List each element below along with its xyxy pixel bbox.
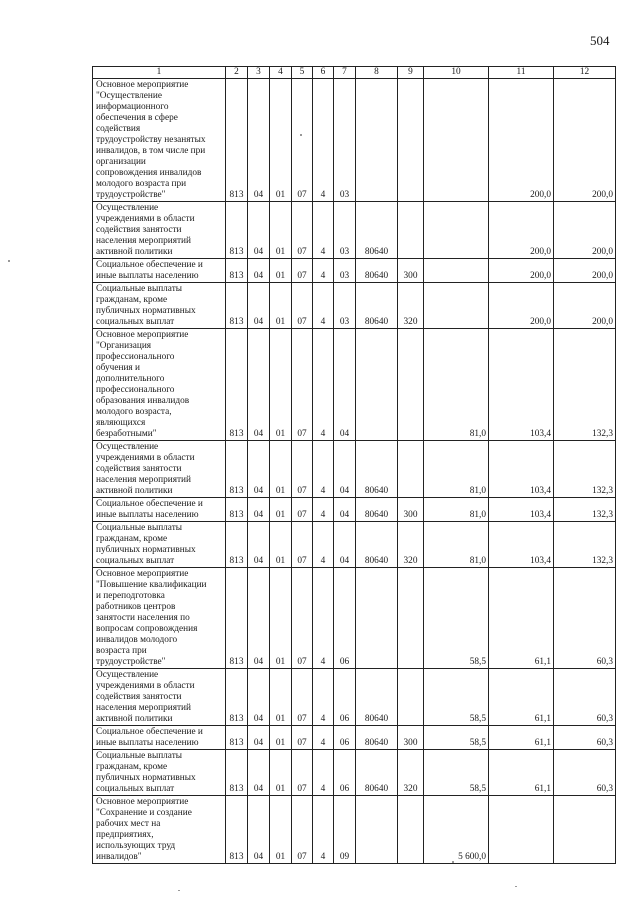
cell-col-2: 813 [226, 79, 248, 202]
cell-col-4: 01 [270, 568, 292, 669]
cell-col-12 [554, 796, 616, 864]
cell-col-5: 07 [292, 259, 313, 283]
cell-col-9 [398, 796, 424, 864]
cell-col-8 [356, 79, 398, 202]
table-row [93, 202, 616, 259]
cell-col-11: 103,4 [489, 441, 554, 498]
cell-col-4: 01 [270, 202, 292, 259]
cell-col-11 [489, 796, 554, 864]
cell-col-3: 04 [248, 568, 270, 669]
cell-col-5: 07 [292, 283, 313, 329]
column-number: 7 [334, 67, 356, 79]
cell-col-6: 4 [313, 283, 334, 329]
cell-col-7: 03 [334, 259, 356, 283]
cell-col-11: 200,0 [489, 283, 554, 329]
cell-col-6: 4 [313, 498, 334, 522]
cell-col-8: 80640 [356, 726, 398, 750]
cell-col-2: 813 [226, 796, 248, 864]
cell-col-11: 61,1 [489, 750, 554, 796]
cell-col-9 [398, 329, 424, 441]
cell-col-2: 813 [226, 498, 248, 522]
cell-col-10 [424, 283, 489, 329]
cell-col-6: 4 [313, 726, 334, 750]
cell-col-10: 81,0 [424, 522, 489, 568]
cell-col-4: 01 [270, 522, 292, 568]
cell-col-5: 07 [292, 329, 313, 441]
row-name: Основное мероприятие "Организация профессионального обучения и дополнительного профессионального образования инвалидов молодого возраста, являющихся безработными" [93, 329, 226, 441]
column-number: 5 [292, 67, 313, 79]
cell-col-8: 80640 [356, 259, 398, 283]
page-number: 504 [590, 33, 610, 48]
cell-col-9 [398, 79, 424, 202]
row-name: Социальные выплаты гражданам, кроме публичных нормативных социальных выплат [93, 283, 226, 329]
cell-col-2: 813 [226, 259, 248, 283]
row-name: Осуществление учреждениями в области содействия занятости населения мероприятий активной политики [93, 669, 226, 726]
cell-col-12: 60,3 [554, 726, 616, 750]
cell-col-12: 60,3 [554, 669, 616, 726]
cell-col-4: 01 [270, 79, 292, 202]
cell-col-2: 813 [226, 750, 248, 796]
column-number: 12 [554, 67, 616, 79]
cell-col-12: 132,3 [554, 522, 616, 568]
cell-col-11: 103,4 [489, 498, 554, 522]
cell-col-10 [424, 259, 489, 283]
row-name: Осуществление учреждениями в области содействия занятости населения мероприятий активной политики [93, 202, 226, 259]
cell-col-3: 04 [248, 669, 270, 726]
column-number: 2 [226, 67, 248, 79]
cell-col-4: 01 [270, 498, 292, 522]
cell-col-12: 132,3 [554, 329, 616, 441]
table-row [93, 283, 616, 329]
cell-col-5: 07 [292, 568, 313, 669]
cell-col-10: 5 600,0 [424, 796, 489, 864]
cell-col-11: 61,1 [489, 669, 554, 726]
cell-col-12: 200,0 [554, 202, 616, 259]
cell-col-10: 81,0 [424, 441, 489, 498]
table-row [93, 796, 616, 864]
column-number: 1 [93, 67, 226, 79]
cell-col-8: 80640 [356, 283, 398, 329]
column-number: 10 [424, 67, 489, 79]
cell-col-7: 03 [334, 79, 356, 202]
cell-col-8 [356, 796, 398, 864]
cell-col-10 [424, 202, 489, 259]
column-number: 11 [489, 67, 554, 79]
scan-speck [8, 260, 10, 262]
cell-col-6: 4 [313, 796, 334, 864]
cell-col-10: 81,0 [424, 498, 489, 522]
cell-col-5: 07 [292, 202, 313, 259]
cell-col-9 [398, 441, 424, 498]
cell-col-9: 320 [398, 522, 424, 568]
cell-col-8: 80640 [356, 669, 398, 726]
cell-col-3: 04 [248, 283, 270, 329]
column-number: 9 [398, 67, 424, 79]
table-row [93, 498, 616, 522]
cell-col-2: 813 [226, 669, 248, 726]
cell-col-6: 4 [313, 259, 334, 283]
cell-col-6: 4 [313, 79, 334, 202]
cell-col-6: 4 [313, 669, 334, 726]
cell-col-7: 06 [334, 726, 356, 750]
cell-col-4: 01 [270, 750, 292, 796]
cell-col-6: 4 [313, 441, 334, 498]
cell-col-7: 03 [334, 283, 356, 329]
table-row [93, 79, 616, 202]
row-name: Социальное обеспечение и иные выплаты населению [93, 726, 226, 750]
cell-col-4: 01 [270, 796, 292, 864]
cell-col-11: 61,1 [489, 568, 554, 669]
cell-col-9: 300 [398, 726, 424, 750]
scan-speck [515, 886, 517, 887]
table-row [93, 726, 616, 750]
cell-col-8: 80640 [356, 750, 398, 796]
cell-col-11: 103,4 [489, 522, 554, 568]
column-number: 3 [248, 67, 270, 79]
cell-col-11: 200,0 [489, 202, 554, 259]
cell-col-3: 04 [248, 498, 270, 522]
cell-col-12: 60,3 [554, 750, 616, 796]
cell-col-9 [398, 202, 424, 259]
cell-col-6: 4 [313, 522, 334, 568]
cell-col-5: 07 [292, 498, 313, 522]
cell-col-6: 4 [313, 329, 334, 441]
cell-col-5: 07 [292, 796, 313, 864]
cell-col-3: 04 [248, 202, 270, 259]
scan-speck [178, 890, 180, 891]
cell-col-4: 01 [270, 669, 292, 726]
column-number: 4 [270, 67, 292, 79]
cell-col-12: 132,3 [554, 498, 616, 522]
cell-col-3: 04 [248, 79, 270, 202]
cell-col-12: 200,0 [554, 283, 616, 329]
cell-col-9: 300 [398, 498, 424, 522]
cell-col-5: 07 [292, 750, 313, 796]
cell-col-8 [356, 329, 398, 441]
column-number-row [93, 67, 616, 79]
cell-col-12: 200,0 [554, 259, 616, 283]
row-name: Социальные выплаты гражданам, кроме публичных нормативных социальных выплат [93, 522, 226, 568]
row-name: Социальное обеспечение и иные выплаты населению [93, 498, 226, 522]
cell-col-6: 4 [313, 568, 334, 669]
cell-col-3: 04 [248, 259, 270, 283]
cell-col-5: 07 [292, 79, 313, 202]
cell-col-9 [398, 669, 424, 726]
cell-col-7: 04 [334, 498, 356, 522]
cell-col-12: 60,3 [554, 568, 616, 669]
cell-col-9: 320 [398, 750, 424, 796]
cell-col-5: 07 [292, 522, 313, 568]
cell-col-3: 04 [248, 329, 270, 441]
cell-col-4: 01 [270, 283, 292, 329]
cell-col-5: 07 [292, 726, 313, 750]
cell-col-7: 06 [334, 669, 356, 726]
cell-col-3: 04 [248, 522, 270, 568]
cell-col-2: 813 [226, 329, 248, 441]
scan-speck [452, 861, 454, 863]
cell-col-8: 80640 [356, 441, 398, 498]
cell-col-2: 813 [226, 283, 248, 329]
cell-col-7: 09 [334, 796, 356, 864]
table-body [93, 79, 616, 864]
row-name: Социальные выплаты гражданам, кроме публичных нормативных социальных выплат [93, 750, 226, 796]
table-row [93, 259, 616, 283]
cell-col-8: 80640 [356, 522, 398, 568]
cell-col-11: 200,0 [489, 79, 554, 202]
cell-col-10 [424, 79, 489, 202]
cell-col-12: 132,3 [554, 441, 616, 498]
cell-col-10: 58,5 [424, 726, 489, 750]
cell-col-10: 58,5 [424, 568, 489, 669]
cell-col-2: 813 [226, 441, 248, 498]
table-row [93, 568, 616, 669]
cell-col-3: 04 [248, 750, 270, 796]
cell-col-6: 4 [313, 202, 334, 259]
cell-col-5: 07 [292, 669, 313, 726]
cell-col-10: 81,0 [424, 329, 489, 441]
cell-col-4: 01 [270, 329, 292, 441]
cell-col-8: 80640 [356, 498, 398, 522]
table-row [93, 669, 616, 726]
cell-col-10: 58,5 [424, 750, 489, 796]
row-name: Основное мероприятие "Повышение квалификации и переподготовка работников центров занятости населения по вопросам сопровождения инвалидов молодого возраста при трудоустройстве" [93, 568, 226, 669]
cell-col-2: 813 [226, 522, 248, 568]
cell-col-4: 01 [270, 259, 292, 283]
table-row [93, 329, 616, 441]
cell-col-3: 04 [248, 441, 270, 498]
cell-col-2: 813 [226, 568, 248, 669]
cell-col-6: 4 [313, 750, 334, 796]
cell-col-9: 320 [398, 283, 424, 329]
cell-col-4: 01 [270, 441, 292, 498]
cell-col-7: 06 [334, 750, 356, 796]
table-row [93, 522, 616, 568]
column-number: 8 [356, 67, 398, 79]
cell-col-8 [356, 568, 398, 669]
cell-col-7: 04 [334, 522, 356, 568]
cell-col-7: 04 [334, 329, 356, 441]
cell-col-9 [398, 568, 424, 669]
cell-col-3: 04 [248, 726, 270, 750]
cell-col-12: 200,0 [554, 79, 616, 202]
table-row [93, 441, 616, 498]
cell-col-2: 813 [226, 202, 248, 259]
budget-table [92, 66, 616, 864]
row-name: Основное мероприятие "Осуществление информационного обеспечения в сфере содействия трудоустройству незанятых инвалидов, в том числе при организации сопровождения инвалидов молодого возраста при трудоустройстве" [93, 79, 226, 202]
table-row [93, 750, 616, 796]
row-name: Осуществление учреждениями в области содействия занятости населения мероприятий активной политики [93, 441, 226, 498]
cell-col-10: 58,5 [424, 669, 489, 726]
cell-col-11: 61,1 [489, 726, 554, 750]
row-name: Социальное обеспечение и иные выплаты населению [93, 259, 226, 283]
cell-col-9: 300 [398, 259, 424, 283]
cell-col-8: 80640 [356, 202, 398, 259]
row-name: Основное мероприятие "Сохранение и создание рабочих мест на предприятиях, использующих труд инвалидов" [93, 796, 226, 864]
cell-col-7: 06 [334, 568, 356, 669]
cell-col-11: 200,0 [489, 259, 554, 283]
cell-col-11: 103,4 [489, 329, 554, 441]
cell-col-5: 07 [292, 441, 313, 498]
scan-speck [300, 134, 302, 136]
cell-col-7: 04 [334, 441, 356, 498]
column-number: 6 [313, 67, 334, 79]
cell-col-4: 01 [270, 726, 292, 750]
cell-col-7: 03 [334, 202, 356, 259]
cell-col-3: 04 [248, 796, 270, 864]
cell-col-2: 813 [226, 726, 248, 750]
